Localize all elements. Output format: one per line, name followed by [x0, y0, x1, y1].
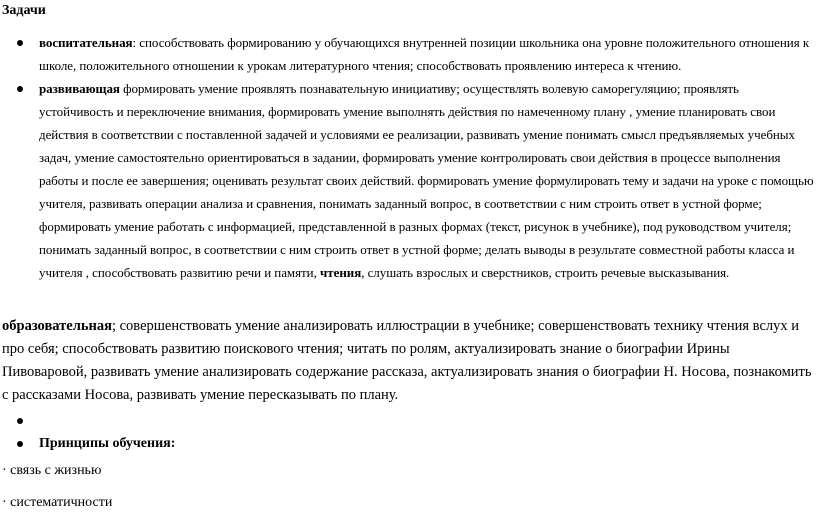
educational-goal-label: образовательная	[2, 318, 112, 334]
goal-text: формировать умение проявлять познавательную инициативу; осуществлять волевую саморегуляцию; проявлять устойчивость и переключение внимания, формировать умение выполнять действия по намеченному плану , умение планировать свои действия в соответствии с поставленной задачей и условиями ее реализации, развивать умение понимать смысл предъявляемых учебных задач, умение самостоятельно ориентироваться в задании, формировать умение контролировать свои действия в процессе выполнения работы и после ее завершения; оценивать результат своих действий. формировать умение формулировать тему и задачи на уроке с помощью учителя, развивать операции анализа и сравнения, понимать заданный вопрос, в соответствии с ним строить ответ в устной форме; формировать умение работать с информацией, представленной в разных формах (текст, рисунок в учебнике), под руководством учителя; понимать заданный вопрос, в соответствии с ним строить ответ в устной форме; делать выводы в результате совместной работы класса и учителя , способствовать развитию речи и памяти,	[39, 81, 814, 280]
educational-goal-text: ; совершенствовать умение анализировать иллюстрации в учебнике; совершенствовать технику чтения вслух и про себя; способствовать развитию поискового чтения; читать по ролям, актуализировать знание о биографии Ирины Пивоваровой, развивать умение анализировать содержание рассказа, актуализировать знания о биографии Н. Носова, познакомить с рассказами Носова, развивать умение пересказывать по плану.	[2, 318, 812, 403]
principle-item: · связь с жизнью	[2, 463, 102, 478]
section-heading: Задачи	[2, 3, 46, 18]
principle-item: · систематичности	[2, 495, 113, 510]
list-item-developmental-goal	[0, 77, 816, 284]
goal-text-end: , слушать взрослых и сверстников, строить речевые высказывания.	[361, 265, 730, 280]
bullet-icon	[17, 86, 23, 92]
goal-label: развивающая	[39, 81, 120, 96]
list-item-upbringing-goal	[0, 31, 816, 77]
bullet-icon	[17, 40, 23, 46]
bullet-icon	[17, 441, 23, 447]
principles-list	[0, 409, 816, 455]
goal-text: : способствовать формированию у обучающихся внутренней позиции школьника она уровне положительного отношения к школе, положительного отношении к урокам литературного чтения; способствовать проявлению интереса к чтению.	[39, 35, 810, 73]
goal-label: воспитательная	[39, 35, 133, 50]
list-item-principles-title	[0, 432, 816, 455]
principles-title: Принципы обучения:	[39, 436, 176, 451]
goal-emphasis: чтения	[319, 265, 362, 280]
list-item-empty	[0, 409, 816, 432]
goals-list	[0, 31, 816, 284]
bullet-icon	[17, 418, 23, 424]
educational-goal-paragraph	[2, 315, 814, 407]
